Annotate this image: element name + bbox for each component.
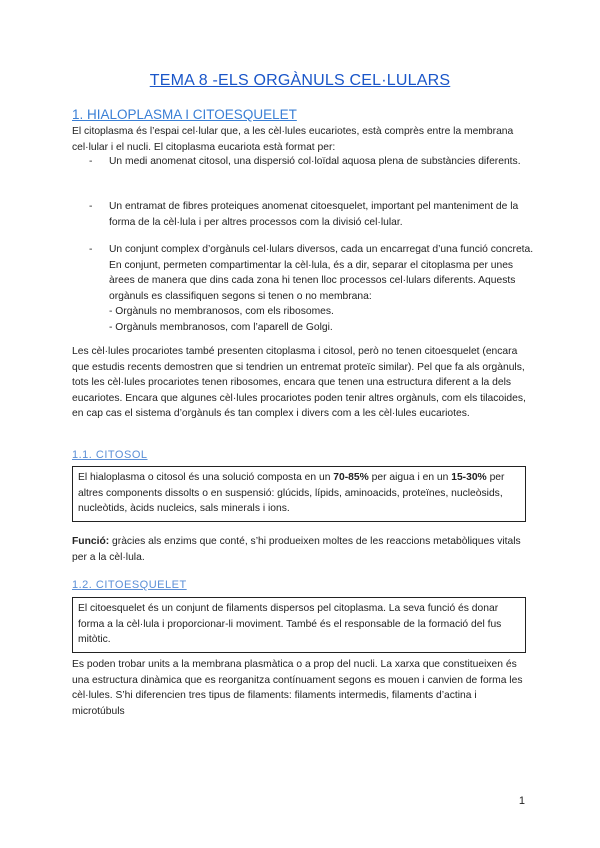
- list-item: [72, 154, 534, 170]
- section-heading-1: 1. HIALOPLASMA I CITOESQUELET: [72, 107, 297, 122]
- page-number: 1: [518, 795, 525, 807]
- box-bold: 15-30%: [451, 472, 487, 483]
- list-subitem: - Orgànuls no membranosos, com els ribosomes.: [109, 306, 334, 317]
- list-item-text: Un medi anomenat citosol, una dispersió col·loïdal aquosa plena de substàncies diferents.: [109, 156, 521, 167]
- funcio-paragraph: [72, 534, 532, 565]
- list-dash: -: [89, 244, 93, 255]
- page-title: TEMA 8 -ELS ORGÀNULS CEL·LULARS: [149, 72, 451, 89]
- list-item-text: Un entramat de fibres proteiques anomenat citoesquelet, important pel manteniment de la forma de la cèl·lula i per altres processos com la divisió cel·lular.: [109, 201, 519, 228]
- list-item: [72, 242, 534, 335]
- list-dash: -: [89, 201, 93, 212]
- box-text: El hialoplasma o citosol és una solució composta en un: [78, 472, 334, 483]
- list-dash: -: [89, 156, 93, 167]
- citoesquelet-box: El citoesquelet és un conjunt de filaments dispersos pel citoplasma. La seva funció és donar forma a la cèl·lula i proporcionar-li moviment. També és el responsable de la formació del fus mitòtic.: [72, 597, 526, 653]
- list-item: [72, 199, 534, 230]
- box-text: per altres components dissolts o en suspensió: glúcids, lípids, aminoacids, proteïnes, nucleòsids, nucleòtids, àcids nucleics, sals minerals i ions.: [78, 472, 505, 514]
- closing-paragraph: Les cèl·lules procariotes també presenten citoplasma i citosol, però no tenen citoesquelet (encara que estudis recents demostren que si tendrien un entremat proteïc similar). Pel que fa als orgànuls, tots les cèl·lules procariotes tenen ribosomes, encara que tenen una estructura diferent a la dels eucariotes. Encara que algunes cèl·lules procariotes poden tenir altres orgànuls, com els tilacoides, en cap cas el sistema d’orgànuls és tan complex i divers com a les cèl·lules eucariotes.: [72, 346, 526, 419]
- list-item-text: Un conjunt complex d’orgànuls cel·lulars diversos, cada un encarregat d’una funció concreta. En conjunt, permeten compartimentar la cèl·lula, és a dir, separar el citoplasma per unes àrees de manera que dins cada zona hi tenen lloc processos cel·lulars diferents. Aquests orgànuls es classifiquen segons si tenen o no membrana:: [109, 244, 534, 302]
- box-bold: 70-85%: [333, 472, 369, 483]
- citoesquelet-paragraph: Es poden trobar units a la membrana plasmàtica o a prop del nucli. La xarxa que constitueixen és una estructura dinàmica que es reorganitza contínuament segons es mouen i canvien de forma les cèl·lules. S’hi diferencien tres tipus de filaments: filaments intermedis, filaments d’actina i microtúbuls: [72, 659, 523, 717]
- funcio-label: Funció:: [72, 536, 110, 547]
- funcio-text: gràcies als enzims que conté, s’hi produeixen moltes de les reaccions metabòliques vitals per a la cèl·lula.: [72, 536, 521, 563]
- list-subitem: - Orgànuls membranosos, com l’aparell de Golgi.: [109, 321, 333, 333]
- intro-paragraph: El citoplasma és l’espai cel·lular que, a les cèl·lules eucariotes, està comprès entre la membrana cel·lular i el nucli. El citoplasma eucariota està format per:: [72, 126, 514, 153]
- box-text: per aigua i en un: [368, 472, 452, 483]
- section-heading-1-1: 1.1. CITOSOL: [72, 449, 148, 461]
- citosol-box: [72, 466, 526, 522]
- section-heading-1-2: 1.2. CITOESQUELET: [72, 579, 187, 591]
